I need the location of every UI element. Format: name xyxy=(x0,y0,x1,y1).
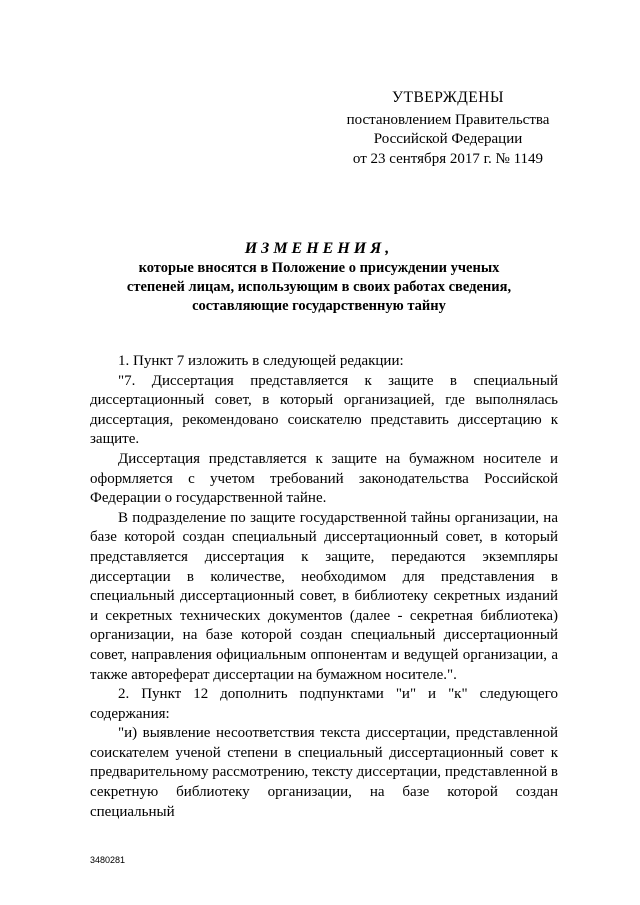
document-body xyxy=(90,352,558,822)
approval-stamp: УТВЕРЖДЕНЫ xyxy=(392,89,504,106)
heading-line: которые вносятся в Положение о присуждении ученых xyxy=(138,260,500,276)
heading-line: составляющие государственную тайну xyxy=(192,298,446,314)
approval-line: Российской Федерации xyxy=(373,131,523,147)
document-heading xyxy=(80,238,558,316)
paragraph: Диссертация представляется к защите на бумажном носителе и оформляется с учетом требований законодательства Российской Федерации о государственной тайне. xyxy=(90,450,558,507)
document-number: 3480281 xyxy=(90,855,126,865)
paragraph: "7. Диссертация представляется к защите в специальный диссертационный совет, в который организацией, где выполнялась диссертация, рекомендовано соискателю представить диссертацию к защите. xyxy=(90,372,558,448)
approval-date: от 23 сентября 2017 г. № 1149 xyxy=(352,150,544,167)
paragraph: "и) выявление несоответствия текста диссертации, представленной соискателем ученой степени в специальный диссертационный совет к предварительному рассмотрению, тексту диссертации, представленной в секретную библиотеку организации, на базе которой создан специальный xyxy=(90,725,558,820)
paragraph: 2. Пункт 12 дополнить подпунктами "и" и "к" следующего содержания: xyxy=(90,686,558,722)
heading-line: степеней лицам, использующим в своих работах сведения, xyxy=(126,279,512,295)
approval-line: постановлением Правительства xyxy=(346,111,550,128)
approval-block xyxy=(343,88,553,169)
paragraph: В подразделение по защите государственной тайны организации, на базе которой создан специальный диссертационный совет, в который представляется диссертация к защите, передаются экземпляры диссертации в количестве, необходимом для представления в специальный диссертационный совет, в библиотеку секретных изданий и секретных технических документов (далее - секретная библиотека) организации, на базе которой создан специальный диссертационный совет, направления официальным оппонентам и ведущей организации, а также автореферат диссертации на бумажном носителе.". xyxy=(90,509,558,683)
heading-title: ИЗМЕНЕНИЯ, xyxy=(244,240,394,257)
paragraph: 1. Пункт 7 изложить в следующей редакции: xyxy=(118,353,404,369)
